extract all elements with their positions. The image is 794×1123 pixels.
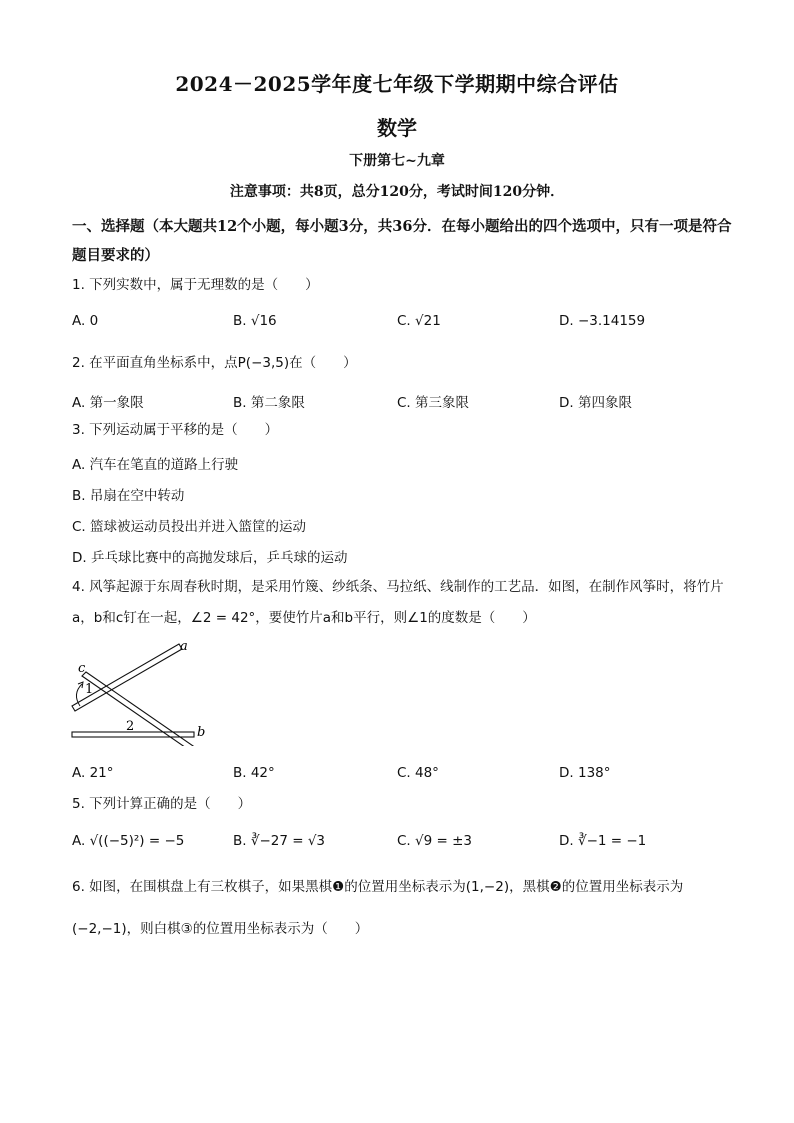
- question-2-option-c: C. 第三象限: [397, 395, 470, 411]
- exam-scope: 下册第七~九章: [349, 153, 445, 169]
- question-6-stem: 6. 如图，在围棋盘上有三枚棋子，如果黑棋❶的位置用坐标表示为(1,−2)，黑棋❷的位置用坐标表示为(−2,−1)，则白棋③的位置用坐标表示为（ ）: [72, 879, 684, 937]
- question-4-options: [72, 765, 732, 789]
- question-1-stem: 1. 下列实数中，属于无理数的是（ ）: [72, 277, 319, 293]
- strip-c: [82, 672, 196, 746]
- question-2-option-d: D. 第四象限: [559, 395, 632, 411]
- label-c: c: [78, 661, 86, 676]
- subject-title: 数学: [377, 116, 417, 140]
- question-2-option-a: A. 第一象限: [72, 395, 144, 411]
- exam-notice: 注意事项：共8页，总分120分，考试时间120分钟．: [229, 184, 565, 200]
- question-1-options: [72, 313, 732, 337]
- question-5-stem: 5. 下列计算正确的是（ ）: [72, 796, 252, 812]
- question-2-option-b: B. 第二象限: [233, 395, 305, 411]
- question-3-option-a: A. 汽车在笔直的道路上行驶: [72, 457, 239, 473]
- question-4-option-b: B. 42°: [233, 765, 275, 781]
- question-5-option-c: C. √9 = ±3: [397, 833, 472, 849]
- question-3-stem: 3. 下列运动属于平移的是（ ）: [72, 422, 279, 438]
- question-1-option-c: C. √21: [397, 313, 441, 329]
- question-4-option-c: C. 48°: [397, 765, 439, 781]
- question-3-option-c: C. 篮球被运动员投出并进入篮筐的运动: [72, 519, 307, 535]
- question-5-options: [72, 833, 732, 857]
- question-3-option-b: B. 吊扇在空中转动: [72, 488, 185, 504]
- question-4-option-a: A. 21°: [72, 765, 114, 781]
- kite-bamboo-figure: [66, 636, 226, 746]
- question-1-option-a: A. 0: [72, 313, 99, 329]
- question-2-stem: 2. 在平面直角坐标系中，点P(−3,5)在（ ）: [72, 355, 357, 371]
- question-3-option-d: D. 乒乓球比赛中的高抛发球后，乒乓球的运动: [72, 550, 348, 566]
- question-5-option-d: D. ∛−1 = −1: [559, 833, 647, 849]
- label-angle-2: 2: [126, 719, 135, 734]
- label-b: b: [197, 725, 206, 740]
- question-1-option-d: D. −3.14159: [559, 313, 646, 329]
- question-2-options: [72, 391, 732, 415]
- question-5-option-b: B. ∛−27 = √3: [233, 833, 326, 849]
- label-angle-1: 1: [85, 682, 94, 697]
- question-5-option-a: A. √((−5)²) = −5: [72, 833, 185, 849]
- label-a: a: [180, 639, 188, 654]
- question-4-option-d: D. 138°: [559, 765, 611, 781]
- section-heading: 一、选择题（本大题共12个小题，每小题3分，共36分．在每小题给出的四个选项中，只有一项是符合题目要求的）: [72, 218, 732, 264]
- question-4-stem: 4. 风筝起源于东周春秋时期，是采用竹篾、纱纸条、马拉纸、线制作的工艺品．如图，在制作风筝时，将竹片a，b和c钉在一起，∠2 = 42°，要使竹片a和b平行，则∠1的度数是（ ）: [72, 579, 724, 626]
- exam-title: 2024－2025学年度七年级下学期期中综合评估: [175, 72, 619, 96]
- question-1-option-b: B. √16: [233, 313, 277, 329]
